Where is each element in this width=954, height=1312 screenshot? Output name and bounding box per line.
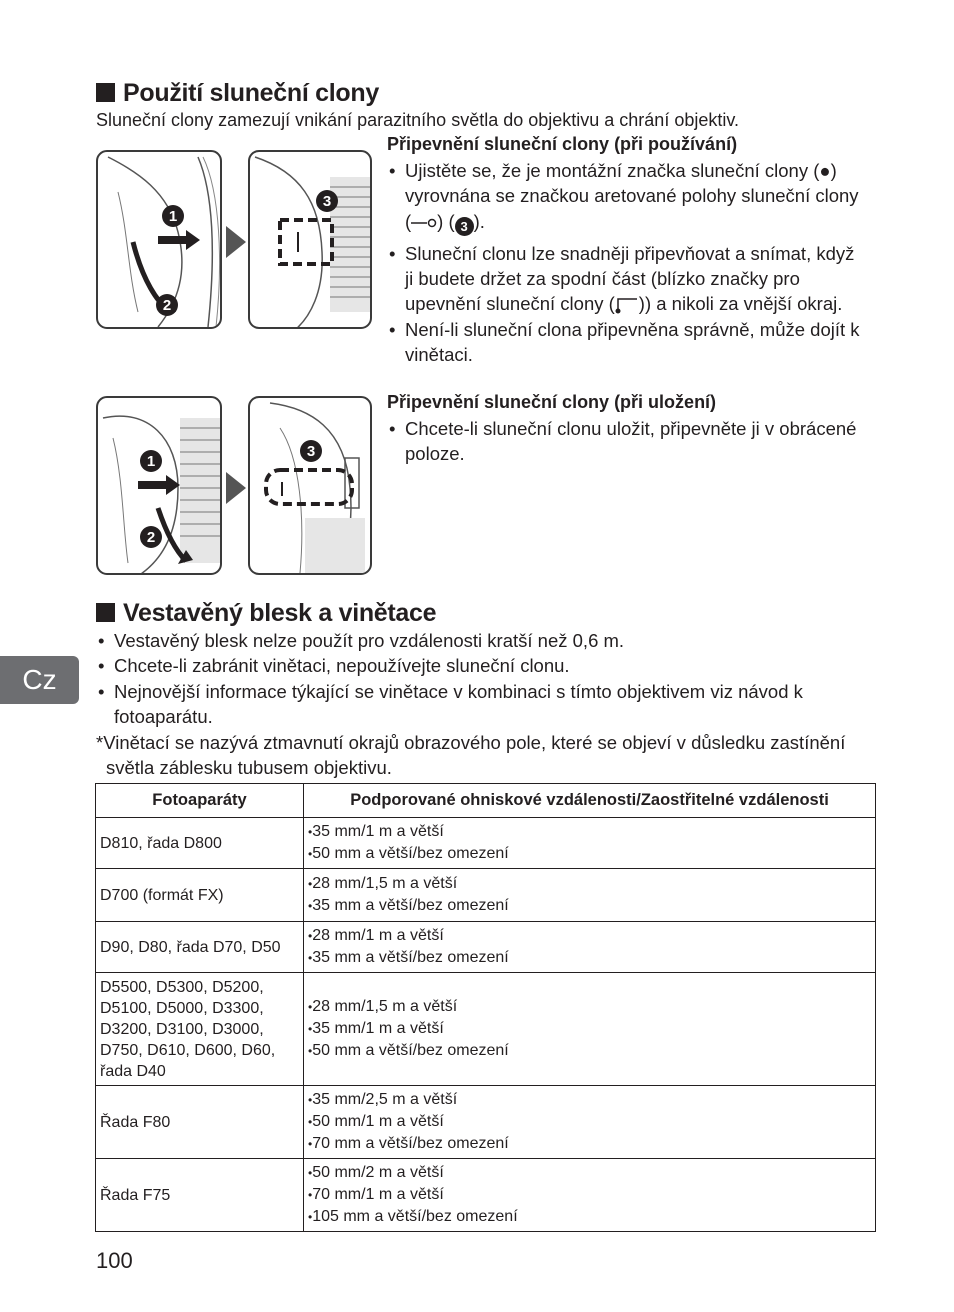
subheading-attach-in-use: Připevnění sluneční clony (při používání)	[387, 134, 738, 154]
camera-cell: D90, D80, řada D70, D50	[96, 922, 304, 973]
table-row	[96, 818, 876, 869]
table-row	[96, 1159, 876, 1232]
step-3-badge: 3	[300, 440, 322, 462]
table-header-row	[96, 784, 876, 818]
table-row	[96, 922, 876, 973]
table-row	[96, 1086, 876, 1159]
section-heading-lens-hood: Použití sluneční clony	[96, 79, 379, 108]
column-header-focal-lengths: Podporované ohniskové vzdálenosti/Zaostřitelné vzdálenosti	[304, 784, 876, 818]
list-item: • Sluneční clonu lze snadněji připevňovat a snímat, když ji budete držet za spodní část (blízko značky pro upevnění sluneční clony ( )) a nikoli za vnější okraj.	[387, 241, 867, 317]
language-tab: Cz	[0, 656, 79, 704]
lens-hood-intro: Sluneční clony zamezují vnikání parazitního světla do objektivu a chrání objektiv.	[96, 110, 740, 130]
lens-cell: • 50 mm/2 m a větší • 70 mm/1 m a větší • 105 mm a větší/bez omezení	[304, 1159, 876, 1232]
page-number: 100	[96, 1248, 133, 1273]
lock-position-mark-icon	[411, 218, 437, 228]
list-item: • Ujistěte se, že je montážní značka sluneční clony (●) vyrovnána se značkou aretované polohy sluneční clony ( ) ( 3 ).	[387, 158, 867, 236]
list-item: • Nejnovější informace týkající se vinětace v kombinaci s tímto objektivem viz návod k fotoaparátu.	[96, 679, 876, 730]
attach-in-use-list	[387, 158, 867, 367]
lens-cell: • 35 mm/2,5 m a větší • 50 mm/1 m a větší • 70 mm a větší/bez omezení	[304, 1086, 876, 1159]
next-step-arrow-icon	[226, 472, 246, 504]
figure-store-hood-step3	[248, 396, 372, 575]
next-step-arrow-icon	[226, 226, 246, 258]
lens-cell: • 28 mm/1,5 m a větší • 35 mm a větší/bez omezení	[304, 869, 876, 922]
camera-cell: D810, řada D800	[96, 818, 304, 869]
list-item: • Chcete-li zabránit vinětaci, nepoužívejte sluneční clonu.	[96, 653, 876, 678]
camera-cell: D5500, D5300, D5200, D5100, D5000, D3300, D3200, D3100, D3000, D750, D610, D600, D60, řada D40	[96, 973, 304, 1086]
camera-cell: Řada F80	[96, 1086, 304, 1159]
figure-attach-hood-step1	[96, 150, 222, 329]
flash-vignetting-list	[96, 628, 876, 729]
section-heading-flash: Vestavěný blesk a vinětace	[96, 599, 436, 628]
camera-cell: Řada F75	[96, 1159, 304, 1232]
step-1-badge: 1	[140, 450, 162, 472]
step-2-badge: 2	[156, 294, 178, 316]
list-item: • Chcete-li sluneční clonu uložit, připevněte ji v obrácené poloze.	[387, 416, 857, 467]
subheading-attach-storage: Připevnění sluneční clony (při uložení)	[387, 392, 717, 412]
step-3-badge: 3	[316, 190, 338, 212]
compatibility-table	[95, 783, 876, 1232]
lens-cell: • 35 mm/1 m a větší • 50 mm a větší/bez omezení	[304, 818, 876, 869]
figure-store-hood-step1	[96, 396, 222, 575]
hood-mount-mark-icon	[615, 296, 639, 314]
mount-dot-icon: ●	[819, 160, 831, 181]
lens-cell: • 28 mm/1 m a větší • 35 mm a větší/bez omezení	[304, 922, 876, 973]
attach-storage-list	[387, 416, 857, 467]
square-bullet-icon	[96, 603, 115, 622]
step-1-badge: 1	[162, 205, 184, 227]
table-row	[96, 973, 876, 1086]
step-3-inline-badge: 3	[455, 217, 474, 236]
figure-attach-hood-step3	[248, 150, 372, 329]
list-item: • Vestavěný blesk nelze použít pro vzdálenosti kratší než 0,6 m.	[96, 628, 876, 653]
step-2-badge: 2	[140, 526, 162, 548]
list-item: • Není-li sluneční clona připevněna správně, může dojít k vinětaci.	[387, 317, 867, 368]
square-bullet-icon	[96, 83, 115, 102]
table-row	[96, 869, 876, 922]
lens-cell: • 28 mm/1,5 m a větší • 35 mm/1 m a větší • 50 mm a větší/bez omezení	[304, 973, 876, 1086]
vignetting-footnote: *Vinětací se nazývá ztmavnutí okrajů obrazového pole, které se objeví v důsledku zastínění světla záblesku tubusem objektivu.	[96, 732, 846, 779]
column-header-cameras: Fotoaparáty	[96, 784, 304, 818]
camera-cell: D700 (formát FX)	[96, 869, 304, 922]
